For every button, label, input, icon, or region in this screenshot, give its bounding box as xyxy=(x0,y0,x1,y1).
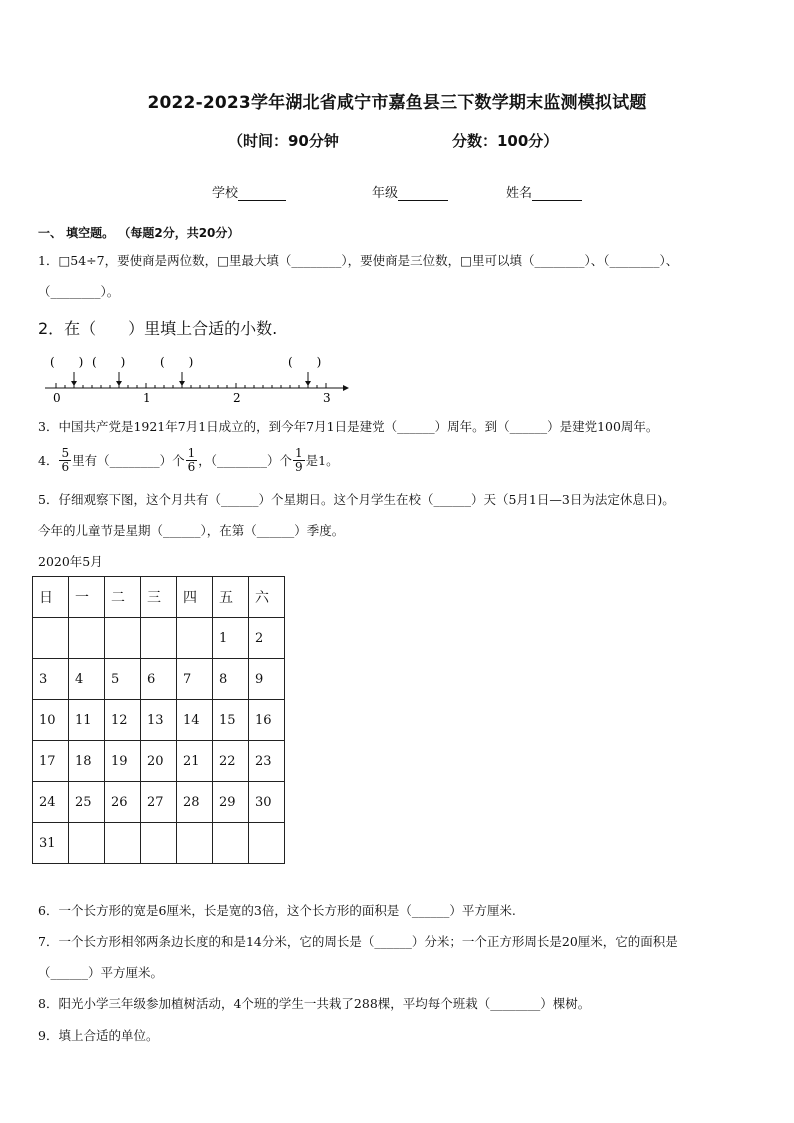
calendar-day-cell: 24 xyxy=(33,782,69,823)
calendar-day-cell: 4 xyxy=(69,659,105,700)
calendar-day-cell xyxy=(69,823,105,864)
calendar-day-cell: 6 xyxy=(141,659,177,700)
calendar-day-cell: 3 xyxy=(33,659,69,700)
calendar-table xyxy=(32,576,285,864)
name-field xyxy=(506,182,582,201)
calendar-header-cell: 四 xyxy=(177,577,213,618)
calendar-day-cell: 11 xyxy=(69,700,105,741)
calendar-header-cell: 一 xyxy=(69,577,105,618)
calendar-day-cell xyxy=(141,823,177,864)
number-line-label-1: 1 xyxy=(143,391,151,405)
calendar-day-cell: 12 xyxy=(105,700,141,741)
calendar-day-cell: 30 xyxy=(249,782,285,823)
calendar-day-cell: 7 xyxy=(177,659,213,700)
question-3-text: 3．中国共产党是1921年7月1日成立的，到今年7月1日是建党（______）周年。到（______）是建党100周年。 xyxy=(38,419,659,434)
number-line-label-2: 2 xyxy=(233,391,241,405)
calendar-header-cell: 六 xyxy=(249,577,285,618)
calendar-day-cell: 31 xyxy=(33,823,69,864)
question-1-line-2: （________）。 xyxy=(38,284,120,299)
calendar-day-cell: 13 xyxy=(141,700,177,741)
calendar-day-cell: 28 xyxy=(177,782,213,823)
calendar-day-cell: 26 xyxy=(105,782,141,823)
name-blank[interactable] xyxy=(532,187,582,201)
question-4-part-2: ，（________）个 xyxy=(198,453,293,468)
calendar-day-cell: 21 xyxy=(177,741,213,782)
grade-blank[interactable] xyxy=(398,187,448,201)
number-line-pointers xyxy=(71,372,311,386)
calendar-day-cell: 15 xyxy=(213,700,249,741)
calendar-header-cell: 三 xyxy=(141,577,177,618)
number-line-ticks xyxy=(56,383,326,388)
calendar-day-cell: 16 xyxy=(249,700,285,741)
calendar-day-cell: 20 xyxy=(141,741,177,782)
fraction-one-ninth: $\frac{1}{9}$ xyxy=(295,445,303,474)
school-label: 学校 xyxy=(212,186,239,201)
question-4 xyxy=(38,440,339,480)
question-4-part-1: 里有（________）个 xyxy=(72,453,185,468)
grade-label: 年级 xyxy=(372,186,399,201)
calendar-day-cell: 10 xyxy=(33,700,69,741)
school-field xyxy=(212,182,286,201)
number-line-paren-3: ( ) xyxy=(160,355,194,369)
name-label: 姓名 xyxy=(506,186,533,201)
calendar-week-row xyxy=(33,659,285,700)
calendar-header-cell: 日 xyxy=(33,577,69,618)
question-9-text: 9．填上合适的单位。 xyxy=(38,1028,159,1043)
number-line-label-3: 3 xyxy=(323,391,331,405)
calendar-day-cell: 5 xyxy=(105,659,141,700)
question-7-line-2: （______）平方厘米。 xyxy=(38,965,164,980)
question-4-part-3: 是1。 xyxy=(305,453,339,468)
calendar-day-cell xyxy=(177,618,213,659)
number-line-arrowhead xyxy=(343,385,349,391)
question-5-line-2: 今年的儿童节是星期（______），在第（______）季度。 xyxy=(38,523,345,538)
calendar-week-row xyxy=(33,782,285,823)
calendar-day-cell: 23 xyxy=(249,741,285,782)
calendar-caption: 2020年5月 xyxy=(38,554,103,569)
exam-score: 分数：100分） xyxy=(452,132,559,150)
calendar-day-cell: 29 xyxy=(213,782,249,823)
page-title: 2022-2023学年湖北省咸宁市嘉鱼县三下数学期末监测模拟试题 xyxy=(147,93,647,113)
question-1-line-1: 1．□54÷7，要使商是两位数，□里最大填（________），要使商是三位数，□里可以填（________）、（________）、 xyxy=(38,253,679,268)
calendar-header-row xyxy=(33,577,285,618)
calendar-week-row xyxy=(33,618,285,659)
calendar-header-cell: 二 xyxy=(105,577,141,618)
calendar-day-cell: 2 xyxy=(249,618,285,659)
number-line-paren-4: ( ) xyxy=(288,355,322,369)
number-line-paren-1: ( ) xyxy=(50,355,84,369)
fraction-one-sixth: $\frac{1}{6}$ xyxy=(187,445,196,474)
question-8-text: 8．阳光小学三年级参加植树活动，4个班的学生一共栽了288棵，平均每个班栽（________）棵树。 xyxy=(38,996,591,1011)
calendar-day-cell xyxy=(249,823,285,864)
calendar-week-row xyxy=(33,823,285,864)
calendar-day-cell xyxy=(105,823,141,864)
number-line-figure xyxy=(38,350,358,406)
question-6-text: 6．一个长方形的宽是6厘米，长是宽的3倍，这个长方形的面积是（______）平方厘米. xyxy=(38,903,516,918)
calendar-day-cell: 14 xyxy=(177,700,213,741)
calendar-header-cell: 五 xyxy=(213,577,249,618)
calendar-week-row xyxy=(33,741,285,782)
calendar-day-cell: 18 xyxy=(69,741,105,782)
number-line-paren-2: ( ) xyxy=(92,355,126,369)
fraction-five-sixths: $\frac{5}{6}$ xyxy=(61,445,70,474)
school-blank[interactable] xyxy=(238,187,286,201)
calendar-day-cell: 19 xyxy=(105,741,141,782)
calendar-day-cell xyxy=(33,618,69,659)
calendar-day-cell xyxy=(141,618,177,659)
question-2-text: 2．在（ ）里填上合适的小数. xyxy=(38,319,278,338)
question-5-line-1: 5．仔细观察下图，这个月共有（______）个星期日。这个月学生在校（______）天（5月1日—3日为法定休息日)。 xyxy=(38,492,675,507)
question-4-prefix: 4． xyxy=(38,453,59,468)
calendar-day-cell: 9 xyxy=(249,659,285,700)
question-7-line-1: 7．一个长方形相邻两条边长度的和是14分米，它的周长是（______）分米；一个正方形周长是20厘米，它的面积是 xyxy=(38,934,678,949)
grade-field xyxy=(372,182,448,201)
calendar-day-cell xyxy=(69,618,105,659)
calendar-day-cell: 8 xyxy=(213,659,249,700)
calendar-day-cell: 27 xyxy=(141,782,177,823)
section-heading: 一、 填空题。 （每题2分，共20分） xyxy=(38,226,240,240)
calendar-day-cell: 17 xyxy=(33,741,69,782)
calendar-day-cell: 22 xyxy=(213,741,249,782)
number-line-label-0: 0 xyxy=(53,391,61,405)
calendar-day-cell xyxy=(177,823,213,864)
calendar-day-cell: 1 xyxy=(213,618,249,659)
calendar-day-cell xyxy=(213,823,249,864)
calendar-week-row xyxy=(33,700,285,741)
calendar-day-cell xyxy=(105,618,141,659)
exam-time: （时间：90分钟 xyxy=(228,132,339,150)
calendar-day-cell: 25 xyxy=(69,782,105,823)
